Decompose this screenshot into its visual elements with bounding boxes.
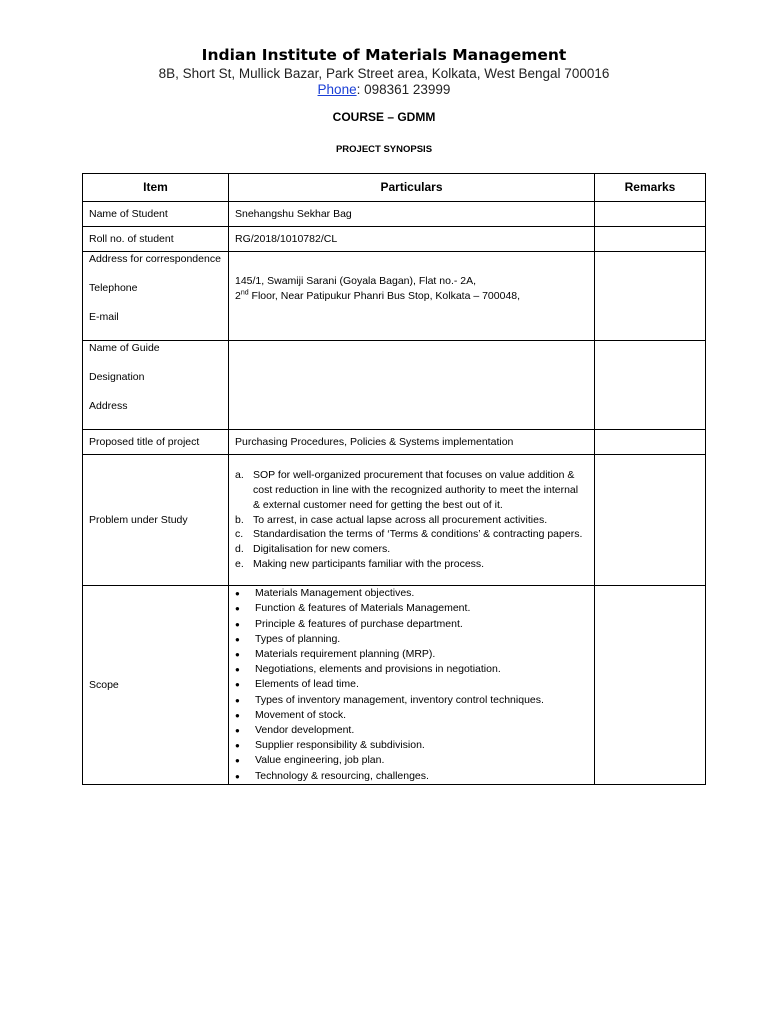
phone-number: : 098361 23999 [356, 82, 451, 97]
bullet-icon: ● [235, 741, 240, 751]
list-text: Making new participants familiar with the process. [253, 558, 485, 571]
table-row [83, 586, 706, 785]
list-text: Technology & resourcing, challenges. [255, 769, 429, 782]
bullet-icon: ● [235, 771, 240, 781]
address-line-2-rest: Floor, Near Patipukur Phanri Bus Stop, Kolkata – 700048, [248, 290, 521, 302]
list-text: Movement of stock. [255, 708, 347, 721]
remarks-cell [595, 227, 706, 252]
header-item: Item [83, 174, 229, 202]
bullet-icon: ● [235, 726, 240, 735]
list-marker: c. [235, 528, 244, 541]
telephone-label: Telephone [89, 282, 138, 295]
list-text: To arrest, in case actual lapse across all procurement activities. [253, 513, 548, 526]
scope-list [235, 586, 588, 784]
remarks-cell [595, 202, 706, 227]
list-text: Materials requirement planning (MRP). [255, 647, 436, 660]
problem-list [235, 468, 588, 572]
list-marker: a. [235, 468, 244, 481]
email-label: E-mail [89, 311, 119, 324]
bullet-icon: ● [235, 619, 240, 629]
list-item [235, 753, 588, 768]
list-marker: b. [235, 513, 244, 526]
table-header-row [83, 174, 706, 202]
list-text: Negotiations, elements and provisions in negotiation. [255, 663, 501, 676]
floor-number: 2 [235, 290, 241, 302]
list-item [235, 708, 588, 723]
list-item [235, 632, 588, 647]
guide-value [229, 341, 595, 430]
table-row [83, 430, 706, 455]
list-item [235, 617, 588, 632]
problem-list-cell [229, 455, 595, 586]
list-marker: e. [235, 558, 244, 571]
guide-name-label: Name of Guide [89, 342, 160, 354]
list-text: Elements of lead time. [255, 678, 359, 691]
list-item [235, 557, 588, 572]
list-text: Value engineering, job plan. [255, 754, 385, 767]
list-text: Vendor development. [255, 724, 355, 736]
bullet-icon: ● [235, 680, 240, 690]
address-line-1: 145/1, Swamiji Sarani (Goyala Bagan), Flat no.- 2A, [235, 275, 477, 288]
phone-line [0, 82, 768, 97]
list-text: Types of inventory management, inventory control techniques. [255, 693, 544, 706]
remarks-cell [595, 455, 706, 586]
list-item [235, 586, 588, 601]
scope-list-cell [229, 586, 595, 785]
list-text: Materials Management objectives. [255, 587, 415, 600]
bullet-icon: ● [235, 589, 240, 599]
list-text: Supplier responsibility & subdivision. [255, 739, 425, 752]
table-row [83, 202, 706, 227]
list-item [235, 723, 588, 738]
list-item [235, 647, 588, 662]
institute-address: 8B, Short St, Mullick Bazar, Park Street area, Kolkata, West Bengal 700016 [158, 66, 610, 81]
remarks-cell [595, 430, 706, 455]
header-remarks: Remarks [595, 174, 706, 202]
table-row [83, 227, 706, 252]
bullet-icon: ● [235, 649, 240, 659]
phone-link[interactable]: Phone [317, 82, 357, 97]
institute-title: Indian Institute of Materials Management [201, 46, 567, 64]
problem-label: Problem under Study [83, 455, 229, 586]
list-marker: d. [235, 543, 244, 556]
proposed-title-label: Proposed title of project [83, 430, 229, 455]
guide-designation-label: Designation [89, 371, 145, 384]
table-row [83, 252, 706, 341]
address-value [229, 252, 595, 341]
bullet-icon: ● [235, 665, 240, 675]
list-text: Principle & features of purchase department. [255, 617, 463, 630]
list-item [235, 677, 588, 692]
proposed-title-value: Purchasing Procedures, Policies & Systems implementation [229, 430, 595, 455]
scope-label: Scope [83, 586, 229, 785]
remarks-cell [595, 586, 706, 785]
address-line-2 [235, 289, 588, 304]
list-text: Function & features of Materials Management. [255, 602, 471, 615]
list-item [235, 693, 588, 708]
bullet-icon: ● [235, 695, 240, 705]
roll-no-label: Roll no. of student [83, 227, 229, 252]
table-row [83, 455, 706, 586]
document-header [0, 44, 768, 97]
synopsis-table [82, 173, 706, 785]
list-text: Standardisation the terms of ‘Terms & conditions’ & contracting papers. [253, 528, 583, 541]
list-item [235, 662, 588, 677]
remarks-cell [595, 341, 706, 430]
table-row [83, 341, 706, 430]
bullet-icon: ● [235, 710, 240, 720]
list-item [235, 738, 588, 753]
list-item [235, 769, 588, 784]
roll-no-value: RG/2018/1010782/CL [229, 227, 595, 252]
address-label: Address for correspondence [89, 253, 221, 265]
bullet-icon: ● [235, 634, 240, 644]
list-text: Digitalisation for new comers. [253, 543, 391, 556]
list-item [235, 513, 588, 528]
list-item [235, 527, 588, 542]
list-text: SOP for well-organized procurement that focuses on value addition & cost reduction in line with the recognized authority to meet the internal & external customer need for getting the best out of it. [253, 468, 579, 511]
remarks-cell [595, 252, 706, 341]
synopsis-heading: PROJECT SYNOPSIS [335, 144, 433, 155]
bullet-icon: ● [235, 604, 240, 614]
address-labels [83, 252, 229, 341]
name-of-student-value: Snehangshu Sekhar Bag [229, 202, 595, 227]
list-item [235, 542, 588, 557]
list-text: Types of planning. [255, 632, 341, 645]
course-heading: COURSE – GDMM [332, 110, 436, 124]
list-item [235, 468, 588, 513]
floor-suffix: nd [240, 289, 249, 297]
guide-labels [83, 341, 229, 430]
bullet-icon: ● [235, 756, 240, 766]
header-particulars: Particulars [229, 174, 595, 202]
list-item [235, 601, 588, 616]
name-of-student-label: Name of Student [83, 202, 229, 227]
guide-address-label: Address [89, 400, 128, 413]
